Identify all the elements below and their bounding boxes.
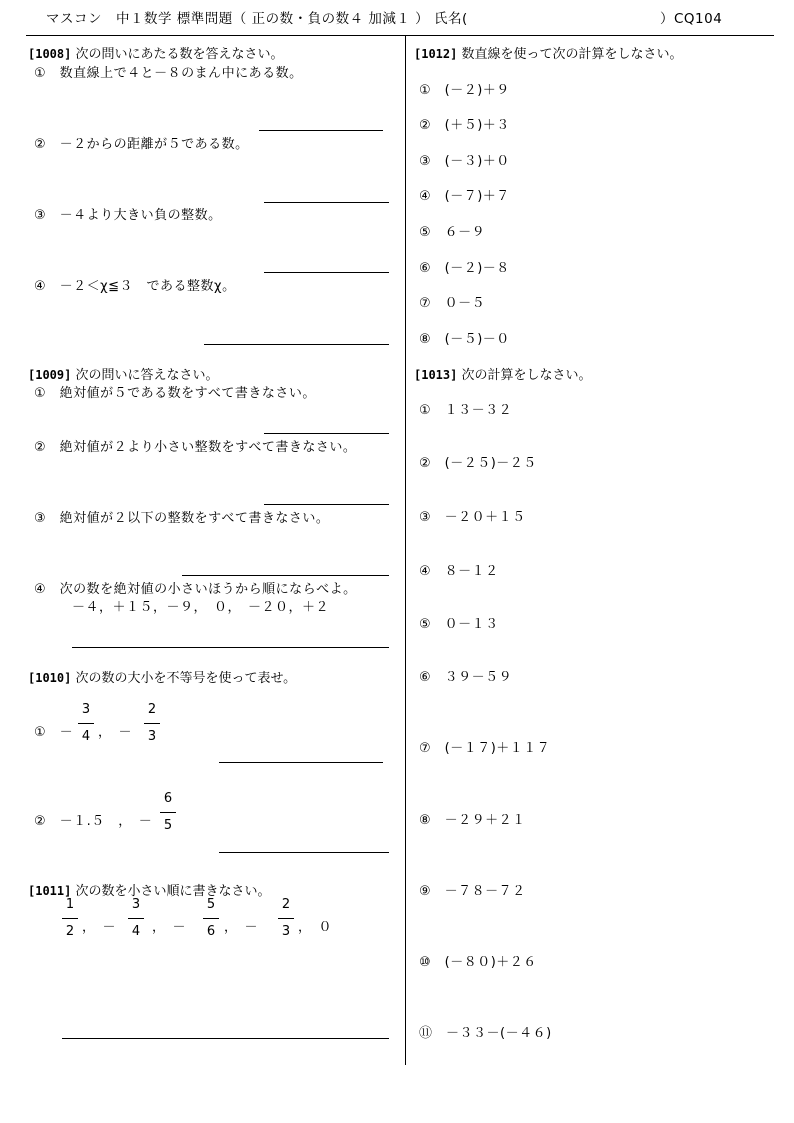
section-1010-id: [1010] [28,671,72,685]
header-divider [26,35,774,36]
section-1009-id: [1009] [28,368,72,382]
q1008-4-answer-line[interactable] [204,344,389,345]
q1012-1: ① (－２)＋９ [419,83,510,98]
q1011-answer-line[interactable] [62,1038,389,1039]
q1009-1: ① 絶対値が５である数をすべて書きなさい。 [34,386,316,401]
q1013-1: ① １３－３２ [419,403,513,418]
q1010-2-marker: ② －１.５ ， － [34,814,153,829]
fraction-numerator: 1 [65,897,75,912]
q1008-2: ② －２からの距離が５である数。 [34,137,249,152]
q1009-4-answer-line[interactable] [72,647,389,648]
q1013-7: ⑦ (－１７)＋１１７ [419,741,551,756]
fraction-bar [144,723,160,724]
q1010-1-fraction-b [144,702,160,745]
q1012-8: ⑧ (－５)－０ [419,332,510,347]
section-1009-header [28,364,219,383]
section-1010-header [28,667,296,686]
q1009-1-answer-line[interactable] [264,433,389,434]
q1013-6: ⑥ ３９－５９ [419,670,513,685]
section-1011-instruction: 次の数を小さい順に書きなさい。 [75,884,271,899]
q1010-2-answer-line[interactable] [219,852,389,853]
section-1013-instruction: 次の計算をしなさい。 [461,368,592,383]
page-title: マスコン 中１数学 標準問題（ 正の数・負の数４ 加減１ ） 氏名( [46,11,468,27]
q1013-2: ② (－２５)－２５ [419,456,537,471]
q1009-4-numbers: －４，＋１５，－９， ０， －２０，＋２ [72,600,330,615]
q1013-8: ⑧ －２９＋２１ [419,813,526,828]
fraction-denominator: 3 [281,924,291,939]
q1013-4: ④ ８－１２ [419,564,499,579]
q1008-1-answer-line[interactable] [259,130,383,131]
fraction-denominator: 2 [65,924,75,939]
fraction-denominator: 5 [163,818,173,833]
section-1012-header [414,43,683,62]
q1012-5: ⑤ ６－９ [419,225,486,240]
q1011-separator-2: ， － [152,920,187,935]
q1011-fraction-4 [278,897,294,940]
fraction-denominator: 3 [147,729,157,744]
q1012-4: ④ (－７)＋７ [419,189,510,204]
q1009-3: ③ 絶対値が２以下の整数をすべて書きなさい。 [34,511,330,526]
q1008-1: ① 数直線上で４と－８のまん中にある数。 [34,66,303,81]
fraction-bar [160,812,176,813]
fraction-bar [278,918,294,919]
fraction-denominator: 4 [131,924,141,939]
section-1013-header [414,364,592,383]
fraction-denominator: 6 [206,924,216,939]
section-1012-instruction: 数直線を使って次の計算をしなさい。 [461,47,683,62]
section-1011-id: [1011] [28,884,72,898]
fraction-bar [203,918,219,919]
q1010-1-answer-line[interactable] [219,762,383,763]
q1011-separator-4: ， ０ [298,920,333,935]
q1009-4: ④ 次の数を絶対値の小さいほうから順にならべよ。 [34,582,357,597]
q1008-2-answer-line[interactable] [264,202,389,203]
q1012-6: ⑥ (－２)－８ [419,261,510,276]
fraction-numerator: 5 [206,897,216,912]
q1008-4: ④ －２＜χ≦３ である整数χ。 [34,279,236,294]
q1011-fraction-1 [62,897,78,940]
fraction-denominator: 4 [81,729,91,744]
fraction-numerator: 3 [131,897,141,912]
q1013-3: ③ －２０＋１５ [419,510,526,525]
q1013-5: ⑤ ０－１３ [419,617,499,632]
q1008-3: ③ －４より大きい負の整数。 [34,208,222,223]
q1010-1-separator: ， － [98,725,133,740]
q1013-10: ⑩ (－８０)＋２６ [419,955,537,970]
section-1010-instruction: 次の数の大小を不等号を使って表せ。 [75,671,297,686]
fraction-bar [128,918,144,919]
fraction-bar [62,918,78,919]
q1009-2-answer-line[interactable] [264,504,389,505]
section-1008-header [28,43,284,62]
q1011-separator-3: ， － [224,920,259,935]
fraction-numerator: 2 [281,897,291,912]
fraction-bar [78,723,94,724]
q1013-11: ⑪ －３３－(－４６) [419,1026,552,1041]
section-1012-id: [1012] [414,47,458,61]
q1013-9: ⑨ －７８－７２ [419,884,526,899]
q1011-fraction-2 [128,897,144,940]
q1010-1-fraction-a [78,702,94,745]
section-1008-instruction: 次の問いにあたる数を答えなさい。 [75,47,284,62]
q1010-2-fraction [160,791,176,834]
fraction-numerator: 2 [147,702,157,717]
q1009-3-answer-line[interactable] [182,575,389,576]
q1008-3-answer-line[interactable] [264,272,389,273]
fraction-numerator: 3 [81,702,91,717]
q1010-1-marker: ① － [34,725,74,740]
q1009-2: ② 絶対値が２より小さい整数をすべて書きなさい。 [34,440,357,455]
q1012-2: ② (＋５)＋３ [419,118,510,133]
section-1013-id: [1013] [414,368,458,382]
fraction-numerator: 6 [163,791,173,806]
section-1009-instruction: 次の問いに答えなさい。 [75,368,219,383]
section-1008-id: [1008] [28,47,72,61]
q1011-fraction-3 [203,897,219,940]
q1012-3: ③ (－３)＋０ [419,154,510,169]
column-divider [405,35,406,1065]
q1011-separator-1: ， － [82,920,117,935]
worksheet-code: ）CQ104 [660,11,723,27]
q1012-7: ⑦ ０－５ [419,296,486,311]
